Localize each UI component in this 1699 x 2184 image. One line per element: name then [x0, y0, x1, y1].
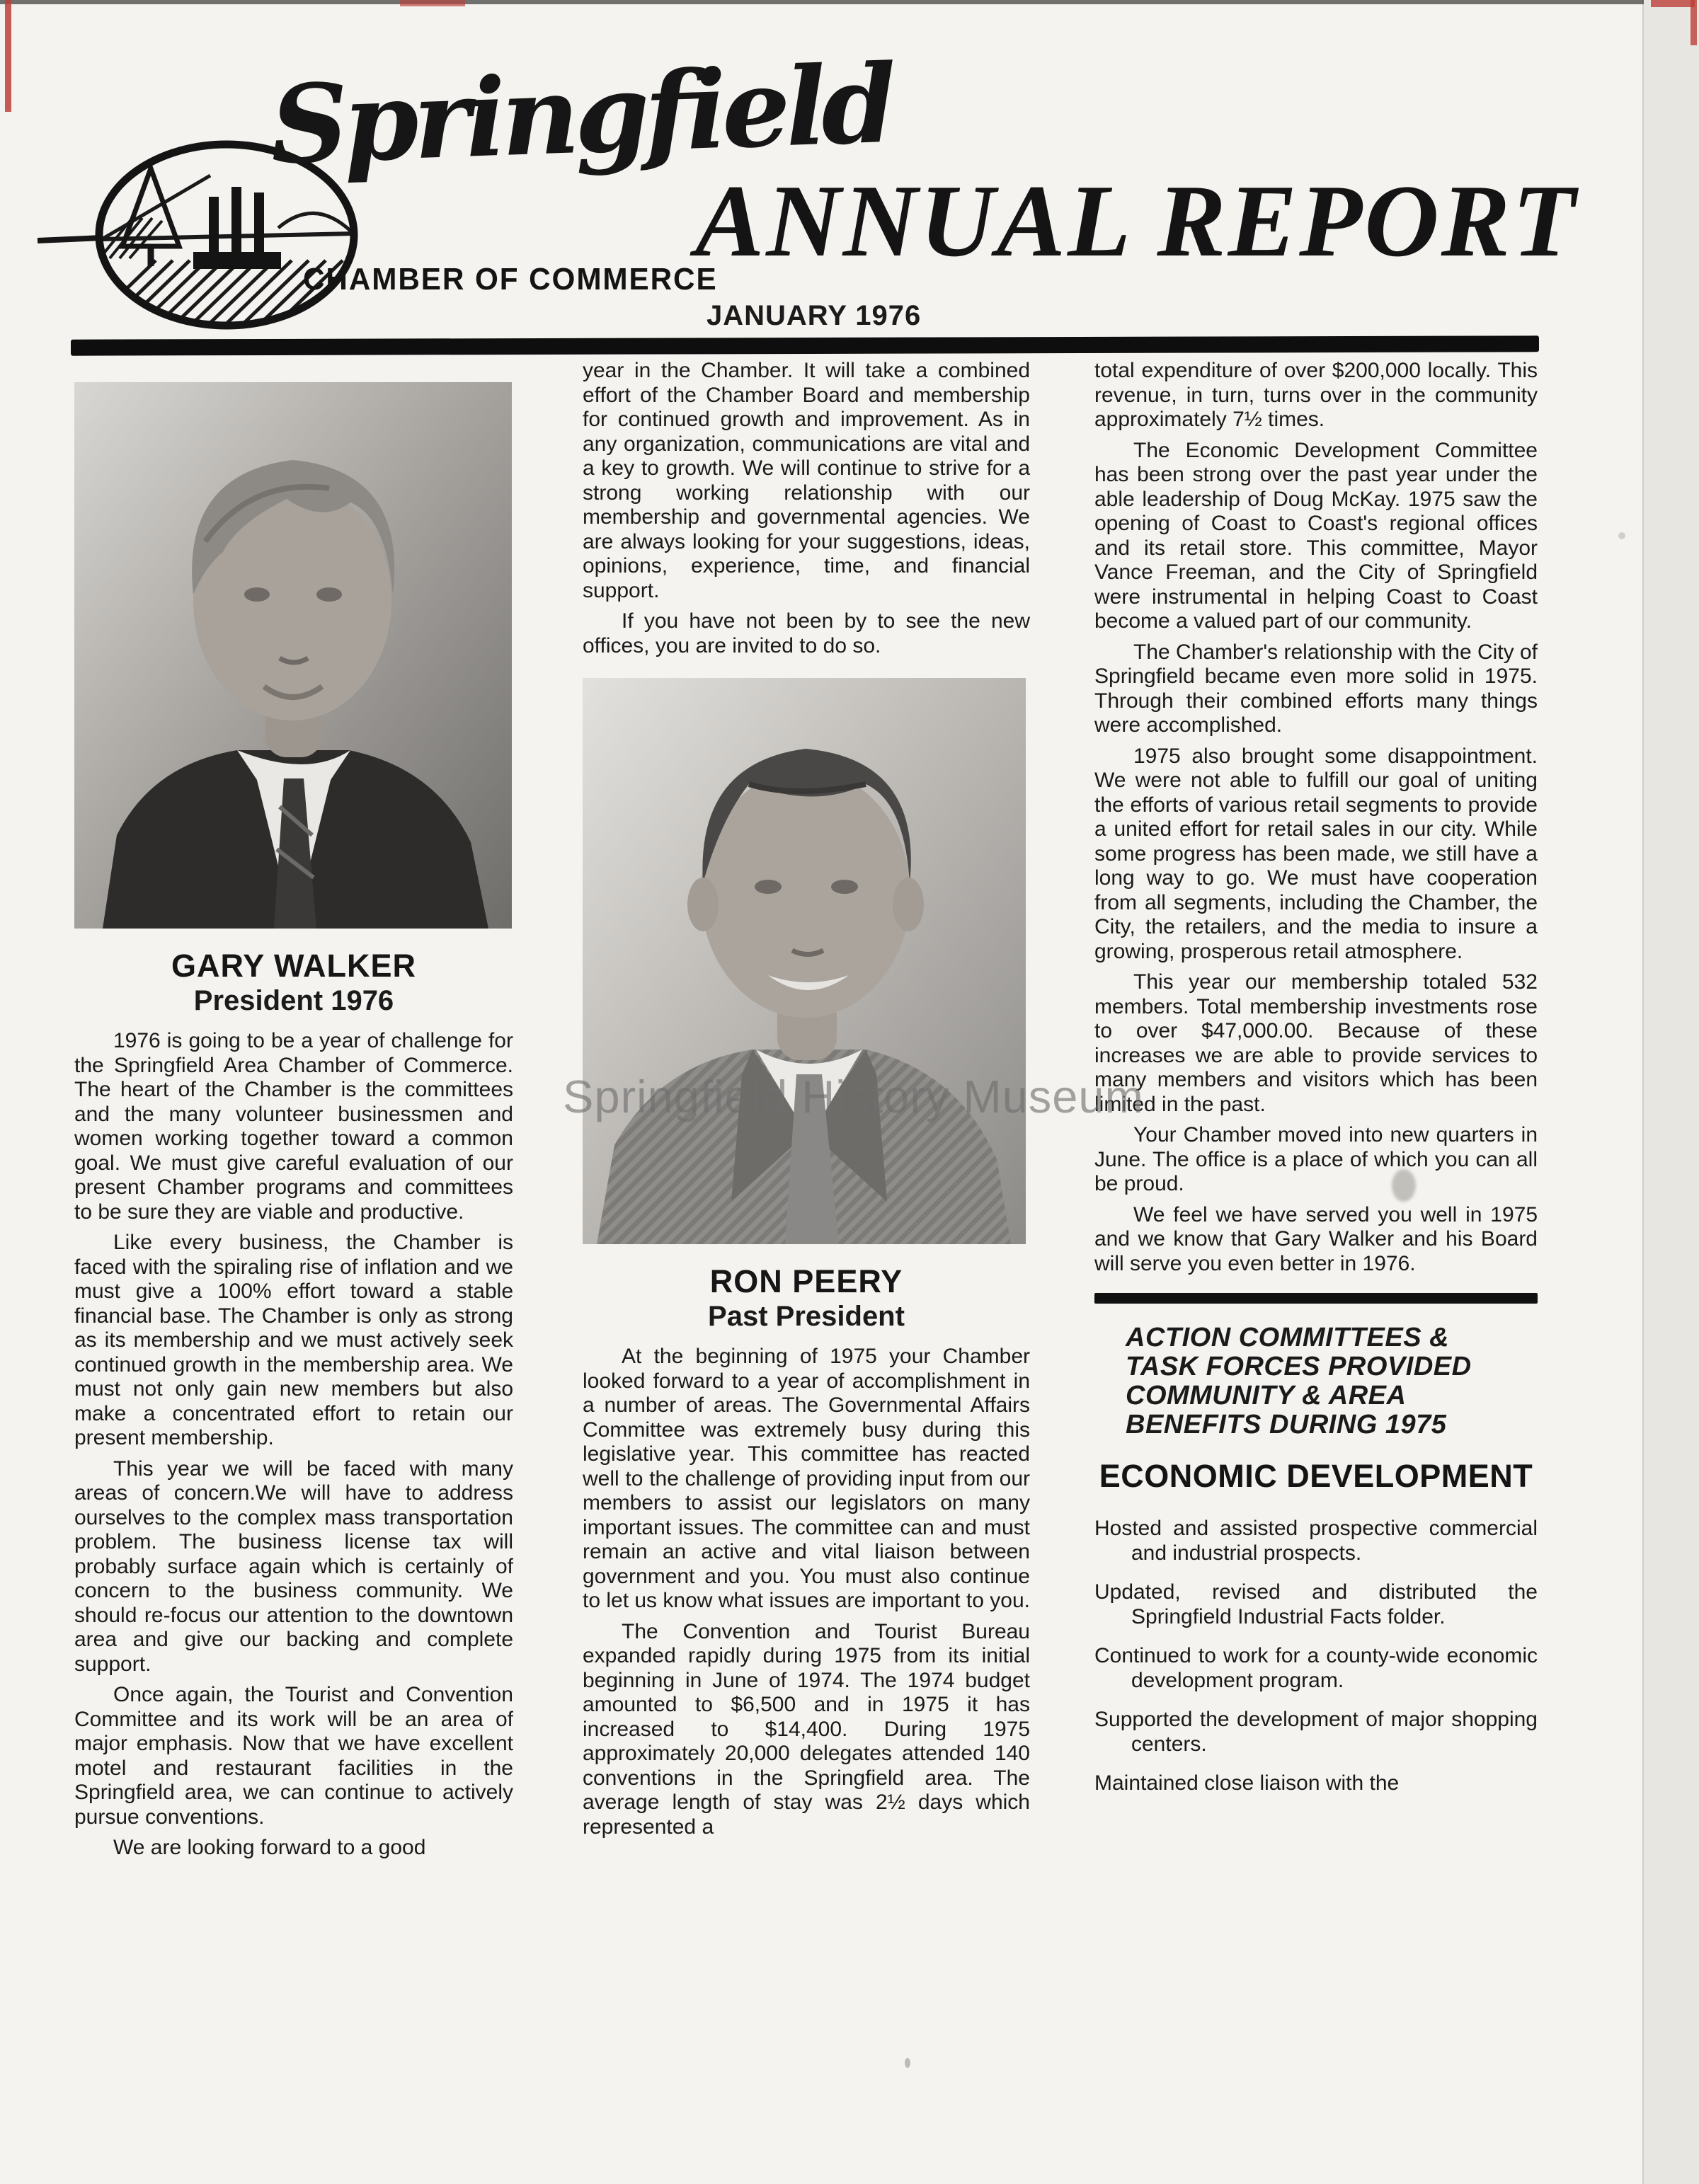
paragraph: The Convention and Tourist Bureau expanded rapidly during 1975 from its initial beginning in June of 1974. The 1974 budget amounted to $6,500 and in 1975 it has increased to $14,400. During 1975 approximately 20,000 delegates attended 140 conventions in the Springfield area. The average length of stay was 2½ days which represented a: [583, 1619, 1030, 1839]
paragraph: At the beginning of 1975 your Chamber looked forward to a year of accomplishment in a number of areas. The Governmental Affairs Committee was extremely busy during this legislative year. This committee has reacted well to the challenge of providing input from our members to assist our legislators on many important issues. The committee can and must remain an active and vital liaison between government and you. You must also continue to let us know what issues are important to you.: [583, 1345, 1030, 1613]
section-heading: ACTION COMMITTEES & TASK FORCES PROVIDED COMMUNITY & AREA BENEFITS DURING 1975: [1126, 1323, 1472, 1439]
list-item: Supported the development of major shopping centers.: [1094, 1708, 1538, 1756]
paragraph: The Chamber's relationship with the City of Springfield became even more solid in 1975. Through their combined efforts many things were accomplished.: [1094, 640, 1538, 737]
gary-walker-photo: [74, 382, 512, 929]
red-scan-mark: [5, 0, 11, 112]
caption-role: President 1976: [193, 985, 394, 1017]
list-item: Updated, revised and distributed the Springfield Industrial Facts folder.: [1094, 1580, 1538, 1628]
paragraph: Your Chamber moved into new quarters in June. The office is a place of which you can all be proud.: [1094, 1123, 1538, 1195]
list-item: Maintained close liaison with the: [1094, 1771, 1400, 1795]
scan-top-edge: [0, 0, 1644, 4]
photo-caption: [583, 1263, 1030, 1333]
paragraph: 1976 is going to be a year of challenge for the Springfield Area Chamber of Commerce. The heart of the Chamber is the committees and the many volunteer businessmen and women working together toward a common goal. We must give careful evaluation of our present Chamber programs and committees to be sure they are viable and productive.: [74, 1029, 513, 1224]
scan-speck: [905, 2058, 910, 2068]
paragraph: 1975 also brought some disappointment. We were not able to fulfill our goal of uniting the efforts of various retail segments to provide a united effort for retail sales in our city. While some progress has been made, we still have a long way to go. We must have cooperation from all segments, including the Chamber, the City, the retailers, and the media to insure a growing, prosperous retail atmosphere.: [1094, 744, 1538, 963]
page-title: ANNUAL REPORT: [695, 163, 1578, 278]
paragraph: Once again, the Tourist and Convention Committee and its work will be an area of major emphasis. Now that we have excellent motel and restaurant facilities in the Springfield area, we can continue to actively pursue conventions.: [74, 1683, 513, 1829]
scanner-edge-margin: [1642, 0, 1699, 2184]
watermark-text: Springfield History Museum: [563, 1071, 1144, 1122]
red-scan-mark: [400, 0, 465, 6]
brand-script-wordmark: Springfield: [268, 40, 894, 189]
section-divider-rule: [1094, 1293, 1538, 1304]
brand-subtitle: CHAMBER OF COMMERCE: [303, 262, 718, 297]
economic-development-items: [1094, 1516, 1538, 1795]
caption-name: RON PEERY: [709, 1263, 903, 1299]
list-item: Hosted and assisted prospective commercial and industrial prospects.: [1094, 1517, 1538, 1565]
list-item: Continued to work for a county-wide economic development program.: [1094, 1644, 1538, 1692]
paragraph: This year our membership totaled 532 members. Total membership investments rose to over $47,000.00. Because of these increases we are able to provide services to many members and visitors which has been limited in the past.: [1094, 970, 1538, 1116]
header-rule: [71, 335, 1539, 355]
column-2: [583, 359, 1030, 1846]
red-scan-mark: [1651, 0, 1695, 7]
scan-speck: [1618, 532, 1625, 539]
ron-peery-photo: [583, 678, 1026, 1244]
paragraph: We feel we have served you well in 1975 and we know that Gary Walker and his Board will serve you even better in 1976.: [1094, 1202, 1538, 1275]
column-1: [74, 359, 513, 1867]
caption-role: Past President: [708, 1301, 905, 1333]
paragraph: The Economic Development Committee has been strong over the past year under the able leadership of Doug McKay. 1975 saw the opening of Coast to Coast's regional offices and its retail store. This committee, Mayor Vance Freeman, and the City of Springfield were instrumental in helping Coast to Coast become a valued part of our community.: [1094, 438, 1538, 633]
paragraph: This year we will be faced with many areas of concern.We will have to address ourselves to the complex mass transportation problem. The business license tax will probably surface again which is certainly of concern to the business community. We should re-focus our attention to the downtown area and give our backing and complete support.: [74, 1456, 513, 1676]
issue-date: JANUARY 1976: [707, 300, 922, 331]
red-scan-mark: [1691, 0, 1697, 45]
subsection-heading: ECONOMIC DEVELOPMENT: [1099, 1458, 1533, 1494]
caption-name: GARY WALKER: [171, 948, 417, 984]
paragraph: We are looking forward to a good: [113, 1836, 426, 1860]
column-3: [1094, 359, 1538, 1810]
paragraph: If you have not been by to see the new offices, you are invited to do so.: [583, 609, 1030, 657]
paragraph: year in the Chamber. It will take a combined effort of the Chamber Board and membership for continued growth and improvement. As in any organization, communications are vital and a key to growth. We will continue to strive for a strong working relationship with our membership and governmental agencies. We are always looking for your suggestions, ideas, opinions, experience, time, and financial support.: [583, 359, 1030, 602]
paragraph: Like every business, the Chamber is faced with the spiraling rise of inflation and we must give a 100% effort toward a stable financial base. The Chamber is only as strong as its membership and we must actively seek continued growth in the membership area. We must not only gain new members but also make a concentrated effort to retain our present membership.: [74, 1231, 513, 1450]
photo-caption: [74, 947, 513, 1018]
paragraph: total expenditure of over $200,000 locally. This revenue, in turn, turns over in the community approximately 7½ times.: [1094, 359, 1538, 431]
